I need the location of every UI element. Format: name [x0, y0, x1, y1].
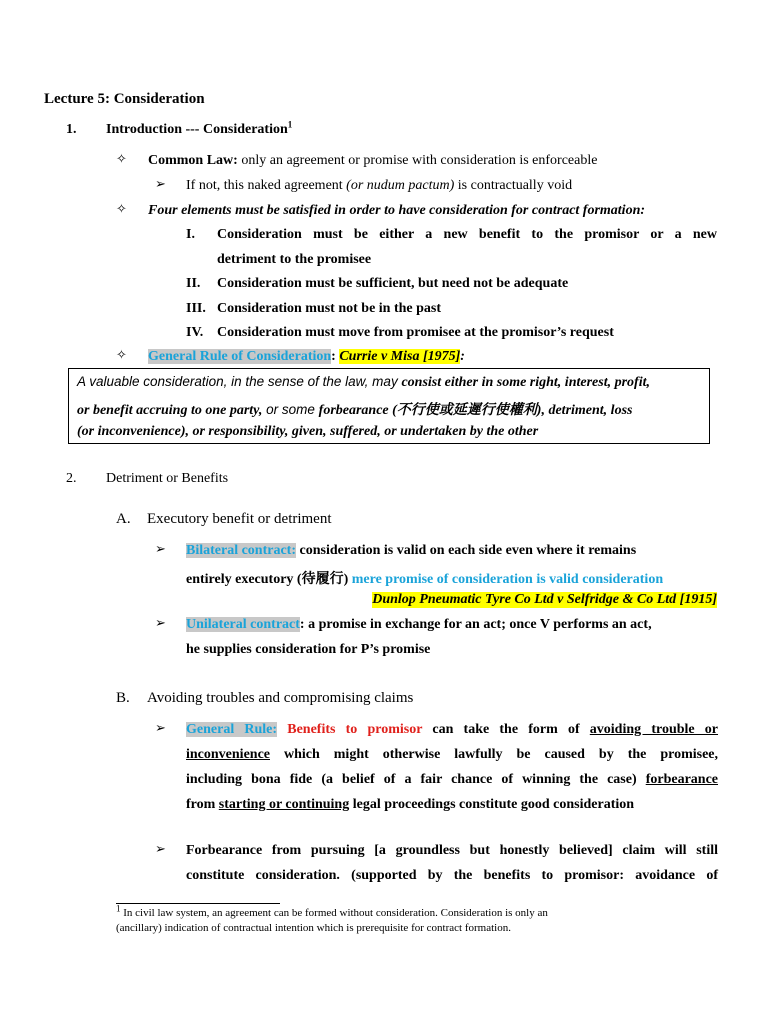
general-rule-b-line-3 — [186, 772, 718, 788]
quote-text: A valuable consideration, in the sense of the law, may — [77, 374, 402, 389]
general-rule-b-label: General Rule: — [186, 722, 278, 737]
naked-agreement-line — [186, 178, 572, 194]
case-colon: : — [460, 349, 465, 364]
case-citation: Currie v Misa [1975] — [339, 349, 461, 364]
common-law-text: only an agreement or promise with consideration is enforceable — [237, 153, 598, 168]
forbearance-line-1: Forbearance from pursuing [a groundless but honestly believed] claim will still — [186, 843, 718, 858]
arrow-bullet-icon: ➢ — [155, 542, 166, 557]
quote-line-1 — [77, 374, 650, 391]
element-text: Consideration must be either a new benefit to the promisor or a new — [217, 227, 717, 242]
inconvenience-text: inconvenience — [186, 747, 270, 762]
bilateral-highlight-text: mere promise of consideration is valid consideration — [351, 572, 664, 587]
general-rule-label: General Rule of Consideration — [148, 349, 332, 364]
element-text: Consideration must not be in the past — [217, 301, 442, 316]
subsection-b-heading: Avoiding troubles and compromising claims — [147, 690, 414, 706]
quote-emphasis: consist either in some right, interest, profit, — [401, 375, 650, 390]
general-rule-b-line-4 — [186, 797, 634, 813]
common-law-line — [148, 153, 597, 169]
footnote-line-2: (ancillary) indication of contractual intention which is prerequisite for contract formation. — [116, 922, 511, 934]
element-number: IV. — [186, 325, 204, 340]
unilateral-text: : a promise in exchange for an act; once V performs an act, — [299, 617, 652, 632]
unilateral-line-2: he supplies consideration for P’s promise — [186, 642, 431, 657]
section-1-heading-text: Introduction --- Consideration — [106, 122, 288, 137]
unilateral-line — [186, 617, 652, 633]
page-title: Lecture 5: Consideration — [44, 91, 205, 107]
arrow-bullet-icon: ➢ — [155, 721, 166, 736]
element-number: III. — [186, 301, 206, 316]
general-rule-b-text: legal proceedings constitute good consideration — [349, 797, 635, 812]
bilateral-label: Bilateral contract: — [186, 543, 297, 558]
bilateral-text: consideration is valid on each side even where it remains — [296, 543, 637, 558]
benefits-to-promisor-text: Benefits to promisor — [287, 722, 423, 737]
subsection-b-label: B. — [116, 690, 130, 706]
section-2-number: 2. — [66, 471, 77, 486]
diamond-bullet-icon: ✧ — [116, 152, 127, 167]
arrow-bullet-icon: ➢ — [155, 616, 166, 631]
naked-agreement-post: is contractually void — [454, 178, 573, 193]
dunlop-case-citation: Dunlop Pneumatic Tyre Co Ltd v Selfridge & Co Ltd [1915] — [372, 592, 717, 607]
bilateral-line-2 — [186, 568, 663, 588]
starting-continuing-text: starting or continuing — [218, 797, 350, 812]
general-rule-b-line-2 — [186, 747, 718, 763]
quote-emphasis: or benefit accruing to one party, — [77, 403, 263, 418]
bilateral-text-continued: entirely executory (待履行) — [186, 572, 352, 587]
element-number: I. — [186, 227, 195, 242]
section-1-heading — [106, 119, 293, 138]
diamond-bullet-icon: ✧ — [116, 202, 127, 217]
arrow-bullet-icon: ➢ — [155, 177, 166, 192]
general-rule-line — [148, 349, 465, 365]
general-rule-colon: : — [331, 349, 336, 364]
element-text: Consideration must be sufficient, but need not be adequate — [217, 276, 569, 291]
avoiding-trouble-text: avoiding trouble or — [589, 722, 719, 737]
footnote-number: 1 — [116, 903, 121, 914]
diamond-bullet-icon: ✧ — [116, 348, 127, 363]
arrow-bullet-icon: ➢ — [155, 842, 166, 857]
footnote-ref[interactable]: 1 — [287, 119, 293, 130]
element-text-continued: detriment to the promisee — [217, 252, 372, 267]
forbearance-line-2: constitute consideration. (supported by the benefits to promisor: avoidance of — [186, 868, 718, 883]
forbearance-text: forbearance — [645, 772, 719, 787]
four-elements-heading: Four elements must be satisfied in order to have consideration for contract formation: — [148, 203, 646, 218]
general-rule-b-text: which might otherwise lawfully be caused by the promisee, — [284, 747, 719, 762]
quote-text: or some — [262, 402, 319, 417]
common-law-label: Common Law: — [148, 153, 238, 168]
unilateral-label: Unilateral contract — [186, 617, 300, 632]
section-2-heading: Detriment or Benefits — [106, 471, 229, 486]
section-1-number: 1. — [66, 122, 77, 137]
bilateral-line — [186, 543, 636, 559]
footnote-line-1 — [116, 903, 548, 919]
footnote-divider — [116, 903, 280, 904]
quote-line-2 — [77, 399, 632, 419]
quote-emphasis: forbearance (不行使或延遲行使權利), detriment, loss — [318, 403, 633, 418]
general-rule-b-text: including bona fide (a belief of a fair chance of winning the case) — [186, 772, 637, 787]
general-rule-b-text: can take the form of — [432, 722, 580, 737]
nudum-pactum-text: (or nudum pactum) — [346, 178, 455, 193]
subsection-a-label: A. — [116, 511, 131, 527]
general-rule-b-line-1 — [186, 722, 718, 738]
element-number: II. — [186, 276, 201, 291]
subsection-a-heading: Executory benefit or detriment — [147, 511, 332, 527]
footnote-text: In civil law system, an agreement can be formed without consideration. Consideration is only an — [120, 907, 548, 919]
naked-agreement-pre: If not, this naked agreement — [186, 178, 347, 193]
general-rule-b-text: from — [186, 797, 219, 812]
element-text: Consideration must move from promisee at the promisor’s request — [217, 325, 614, 340]
quote-line-3: (or inconvenience), or responsibility, given, suffered, or undertaken by the other — [77, 424, 539, 439]
